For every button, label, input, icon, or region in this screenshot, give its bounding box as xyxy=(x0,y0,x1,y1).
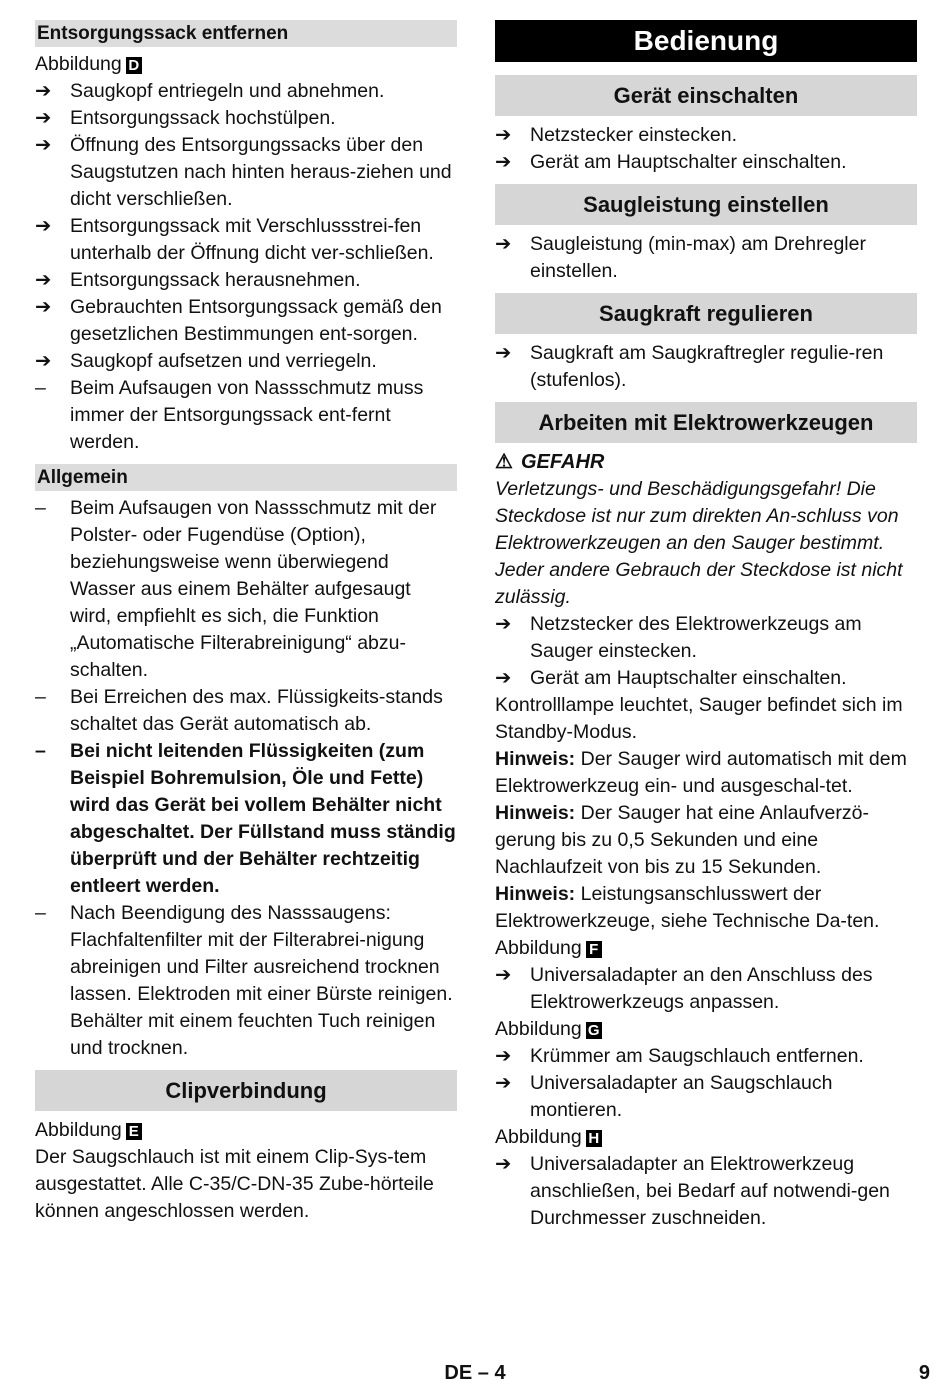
list-item xyxy=(35,294,457,348)
list-item-text: Saugkopf aufsetzen und verriegeln. xyxy=(70,350,377,372)
figure-ref-d xyxy=(35,51,457,78)
list-item-text: Universaladapter an Saugschlauch montieren. xyxy=(530,1072,833,1121)
list-item-text: Beim Aufsaugen von Nassschmutz mit der Polster- oder Fugendüse (Option), beziehungsweise wenn überwiegend Wasser aus einem Behälter aufgesaugt wird, empfiehlt es sich, die Funktion „Automatische Filterabreinigung“ abzu-schalten. xyxy=(70,497,437,681)
dash-marker: – xyxy=(35,497,46,519)
list-item xyxy=(35,78,457,105)
list-item-text: Gerät am Hauptschalter einschalten. xyxy=(530,667,847,689)
arrow-right-icon: ➔ xyxy=(495,342,512,364)
list-item xyxy=(495,1151,917,1232)
footer-page-number: 9 xyxy=(918,1362,930,1384)
figure-ref-f xyxy=(495,935,917,962)
arrow-right-icon: ➔ xyxy=(35,269,52,291)
list-item-text: Öffnung des Entsorgungssacks über den Saugstutzen nach hinten heraus-ziehen und dicht verschließen. xyxy=(70,134,452,210)
hint-label: Hinweis: xyxy=(495,748,576,770)
figure-label: Abbildung xyxy=(35,1119,122,1141)
list-item-text: Universaladapter an den Anschluss des Elektrowerkzeugs anpassen. xyxy=(530,964,873,1013)
arrow-right-icon: ➔ xyxy=(495,613,512,635)
list-entsorgungssack xyxy=(35,78,457,456)
figure-label: Abbildung xyxy=(495,1018,582,1040)
figure-letter-h: H xyxy=(586,1130,602,1147)
clip-text: Der Saugschlauch ist mit einem Clip-Sys-tem ausgestattet. Alle C-35/C-DN-35 Zube-hörteile können angeschlossen werden. xyxy=(35,1146,434,1222)
dash-marker: – xyxy=(35,686,46,708)
arrow-right-icon: ➔ xyxy=(495,124,512,146)
danger-text: Verletzungs- und Beschädigungsgefahr! Die Steckdose ist nur zum direkten An-schluss von Elektrowerkzeugen an den Sauger bestimmt. Jeder andere Gebrauch der Steckdose ist nicht zulässig. xyxy=(495,478,903,608)
list-allgemein xyxy=(35,495,457,1062)
list-item-text: Bei Erreichen des max. Flüssigkeits-stands schaltet das Gerät automatisch ab. xyxy=(70,686,443,735)
heading-arbeiten-mit-elektrowerkzeugen: Arbeiten mit Elektrowerkzeugen xyxy=(495,402,917,443)
figure-letter-d: D xyxy=(126,57,142,74)
heading-allgemein: Allgemein xyxy=(35,464,457,491)
list-item xyxy=(495,149,917,176)
list-item-text: Gebrauchten Entsorgungssack gemäß den gesetzlichen Bestimmungen ent-sorgen. xyxy=(70,296,442,345)
list-item-text: Bei nicht leitenden Flüssigkeiten (zum Beispiel Bohremulsion, Öle und Fette) wird das Gerät bei vollem Behälter nicht abgeschaltet. Der Füllstand muss ständig überprüft und der Behälter rechtzeitig entleert werden. xyxy=(70,740,456,897)
arrow-right-icon: ➔ xyxy=(35,215,52,237)
figure-letter-g: G xyxy=(586,1022,602,1039)
list-figure-g xyxy=(495,1043,917,1124)
arrow-right-icon: ➔ xyxy=(495,667,512,689)
list-geraet-einschalten xyxy=(495,122,917,176)
list-item xyxy=(495,231,917,285)
warning-icon: ⚠ xyxy=(495,451,513,473)
arrow-right-icon: ➔ xyxy=(495,1045,512,1067)
hint-label: Hinweis: xyxy=(495,802,576,824)
danger-title xyxy=(495,449,917,476)
arrow-right-icon: ➔ xyxy=(495,151,512,173)
arrow-right-icon: ➔ xyxy=(35,107,52,129)
list-item xyxy=(495,1043,917,1070)
figure-ref-h xyxy=(495,1124,917,1151)
list-item-text: Entsorgungssack hochstülpen. xyxy=(70,107,336,129)
heading-bedienung: Bedienung xyxy=(495,20,917,62)
hint-1 xyxy=(495,746,917,800)
list-item xyxy=(35,738,457,900)
figure-ref-e xyxy=(35,1117,457,1144)
list-item xyxy=(35,495,457,684)
list-item xyxy=(35,132,457,213)
heading-saugkraft-regulieren: Saugkraft regulieren xyxy=(495,293,917,334)
heading-entsorgungssack-entfernen: Entsorgungssack entfernen xyxy=(35,20,457,47)
list-elektrowerkzeug xyxy=(495,611,917,692)
list-item-text: Saugkraft am Saugkraftregler regulie-ren (stufenlos). xyxy=(530,342,884,391)
heading-saugleistung-einstellen: Saugleistung einstellen xyxy=(495,184,917,225)
hint-text: Der Sauger wird automatisch mit dem Elektrowerkzeug ein- und ausgeschal-tet. xyxy=(495,748,907,797)
figure-letter-f: F xyxy=(586,941,602,958)
list-item-text: Netzstecker des Elektrowerkzeugs am Sauger einstecken. xyxy=(530,613,862,662)
list-item-text: Entsorgungssack herausnehmen. xyxy=(70,269,361,291)
hint-2 xyxy=(495,800,917,881)
heading-geraet-einschalten: Gerät einschalten xyxy=(495,75,917,116)
arrow-right-icon: ➔ xyxy=(35,134,52,156)
list-saugleistung xyxy=(495,231,917,285)
list-item-text: Saugleistung (min-max) am Drehregler einstellen. xyxy=(530,233,866,282)
left-column xyxy=(35,20,457,1225)
list-item xyxy=(495,962,917,1016)
hint-3 xyxy=(495,881,917,935)
list-figure-h xyxy=(495,1151,917,1232)
list-item xyxy=(35,900,457,1062)
list-item xyxy=(35,105,457,132)
list-item xyxy=(495,1070,917,1124)
dash-marker: – xyxy=(35,377,46,399)
figure-label: Abbildung xyxy=(495,937,582,959)
list-item-text: Entsorgungssack mit Verschlussstrei-fen unterhalb der Öffnung dicht ver-schließen. xyxy=(70,215,434,264)
arrow-right-icon: ➔ xyxy=(495,1153,512,1175)
heading-clipverbindung: Clipverbindung xyxy=(35,1070,457,1111)
dash-marker: – xyxy=(35,740,46,762)
status-text: Kontrolllampe leuchtet, Sauger befindet sich im Standby-Modus. xyxy=(495,694,903,743)
figure-letter-e: E xyxy=(126,1123,142,1140)
list-item xyxy=(35,348,457,375)
list-item xyxy=(35,375,457,456)
list-item-text: Krümmer am Saugschlauch entfernen. xyxy=(530,1045,864,1067)
list-item-text: Netzstecker einstecken. xyxy=(530,124,738,146)
figure-label: Abbildung xyxy=(35,53,122,75)
list-item-text: Nach Beendigung des Nasssaugens: Flachfaltenfilter mit der Filterabrei-nigung abreinigen und Filter ausreichend trocknen lassen. Elektroden mit einer Bürste reinigen. Behälter mit einem feuchten Tuch reinigen und trocknen. xyxy=(70,902,453,1059)
list-item-text: Universaladapter an Elektrowerkzeug anschließen, bei Bedarf auf notwendi-gen Durchmesser zuschneiden. xyxy=(530,1153,890,1229)
list-item xyxy=(495,340,917,394)
figure-ref-g xyxy=(495,1016,917,1043)
arrow-right-icon: ➔ xyxy=(35,80,52,102)
list-figure-f xyxy=(495,962,917,1016)
arrow-right-icon: ➔ xyxy=(35,296,52,318)
dash-marker: – xyxy=(35,902,46,924)
list-item-text: Gerät am Hauptschalter einschalten. xyxy=(530,151,847,173)
list-item xyxy=(35,684,457,738)
hint-text: Leistungsanschlusswert der Elektrowerkzeuge, siehe Technische Da-ten. xyxy=(495,883,880,932)
hint-text: Der Sauger hat eine Anlaufverzö-gerung bis zu 0,5 Sekunden und eine Nachlaufzeit von bis zu 15 Sekunden. xyxy=(495,802,869,878)
arrow-right-icon: ➔ xyxy=(495,1072,512,1094)
footer-section-label: DE – 4 xyxy=(444,1362,506,1384)
list-item xyxy=(35,213,457,267)
figure-label: Abbildung xyxy=(495,1126,582,1148)
list-item xyxy=(495,665,917,692)
list-item xyxy=(495,122,917,149)
danger-label: GEFAHR xyxy=(521,451,605,473)
list-item xyxy=(35,267,457,294)
list-item xyxy=(495,611,917,665)
arrow-right-icon: ➔ xyxy=(495,233,512,255)
right-column xyxy=(495,20,917,1232)
arrow-right-icon: ➔ xyxy=(495,964,512,986)
list-saugkraft xyxy=(495,340,917,394)
hint-label: Hinweis: xyxy=(495,883,576,905)
arrow-right-icon: ➔ xyxy=(35,350,52,372)
list-item-text: Beim Aufsaugen von Nassschmutz muss immer der Entsorgungssack ent-fernt werden. xyxy=(70,377,424,453)
list-item-text: Saugkopf entriegeln und abnehmen. xyxy=(70,80,385,102)
